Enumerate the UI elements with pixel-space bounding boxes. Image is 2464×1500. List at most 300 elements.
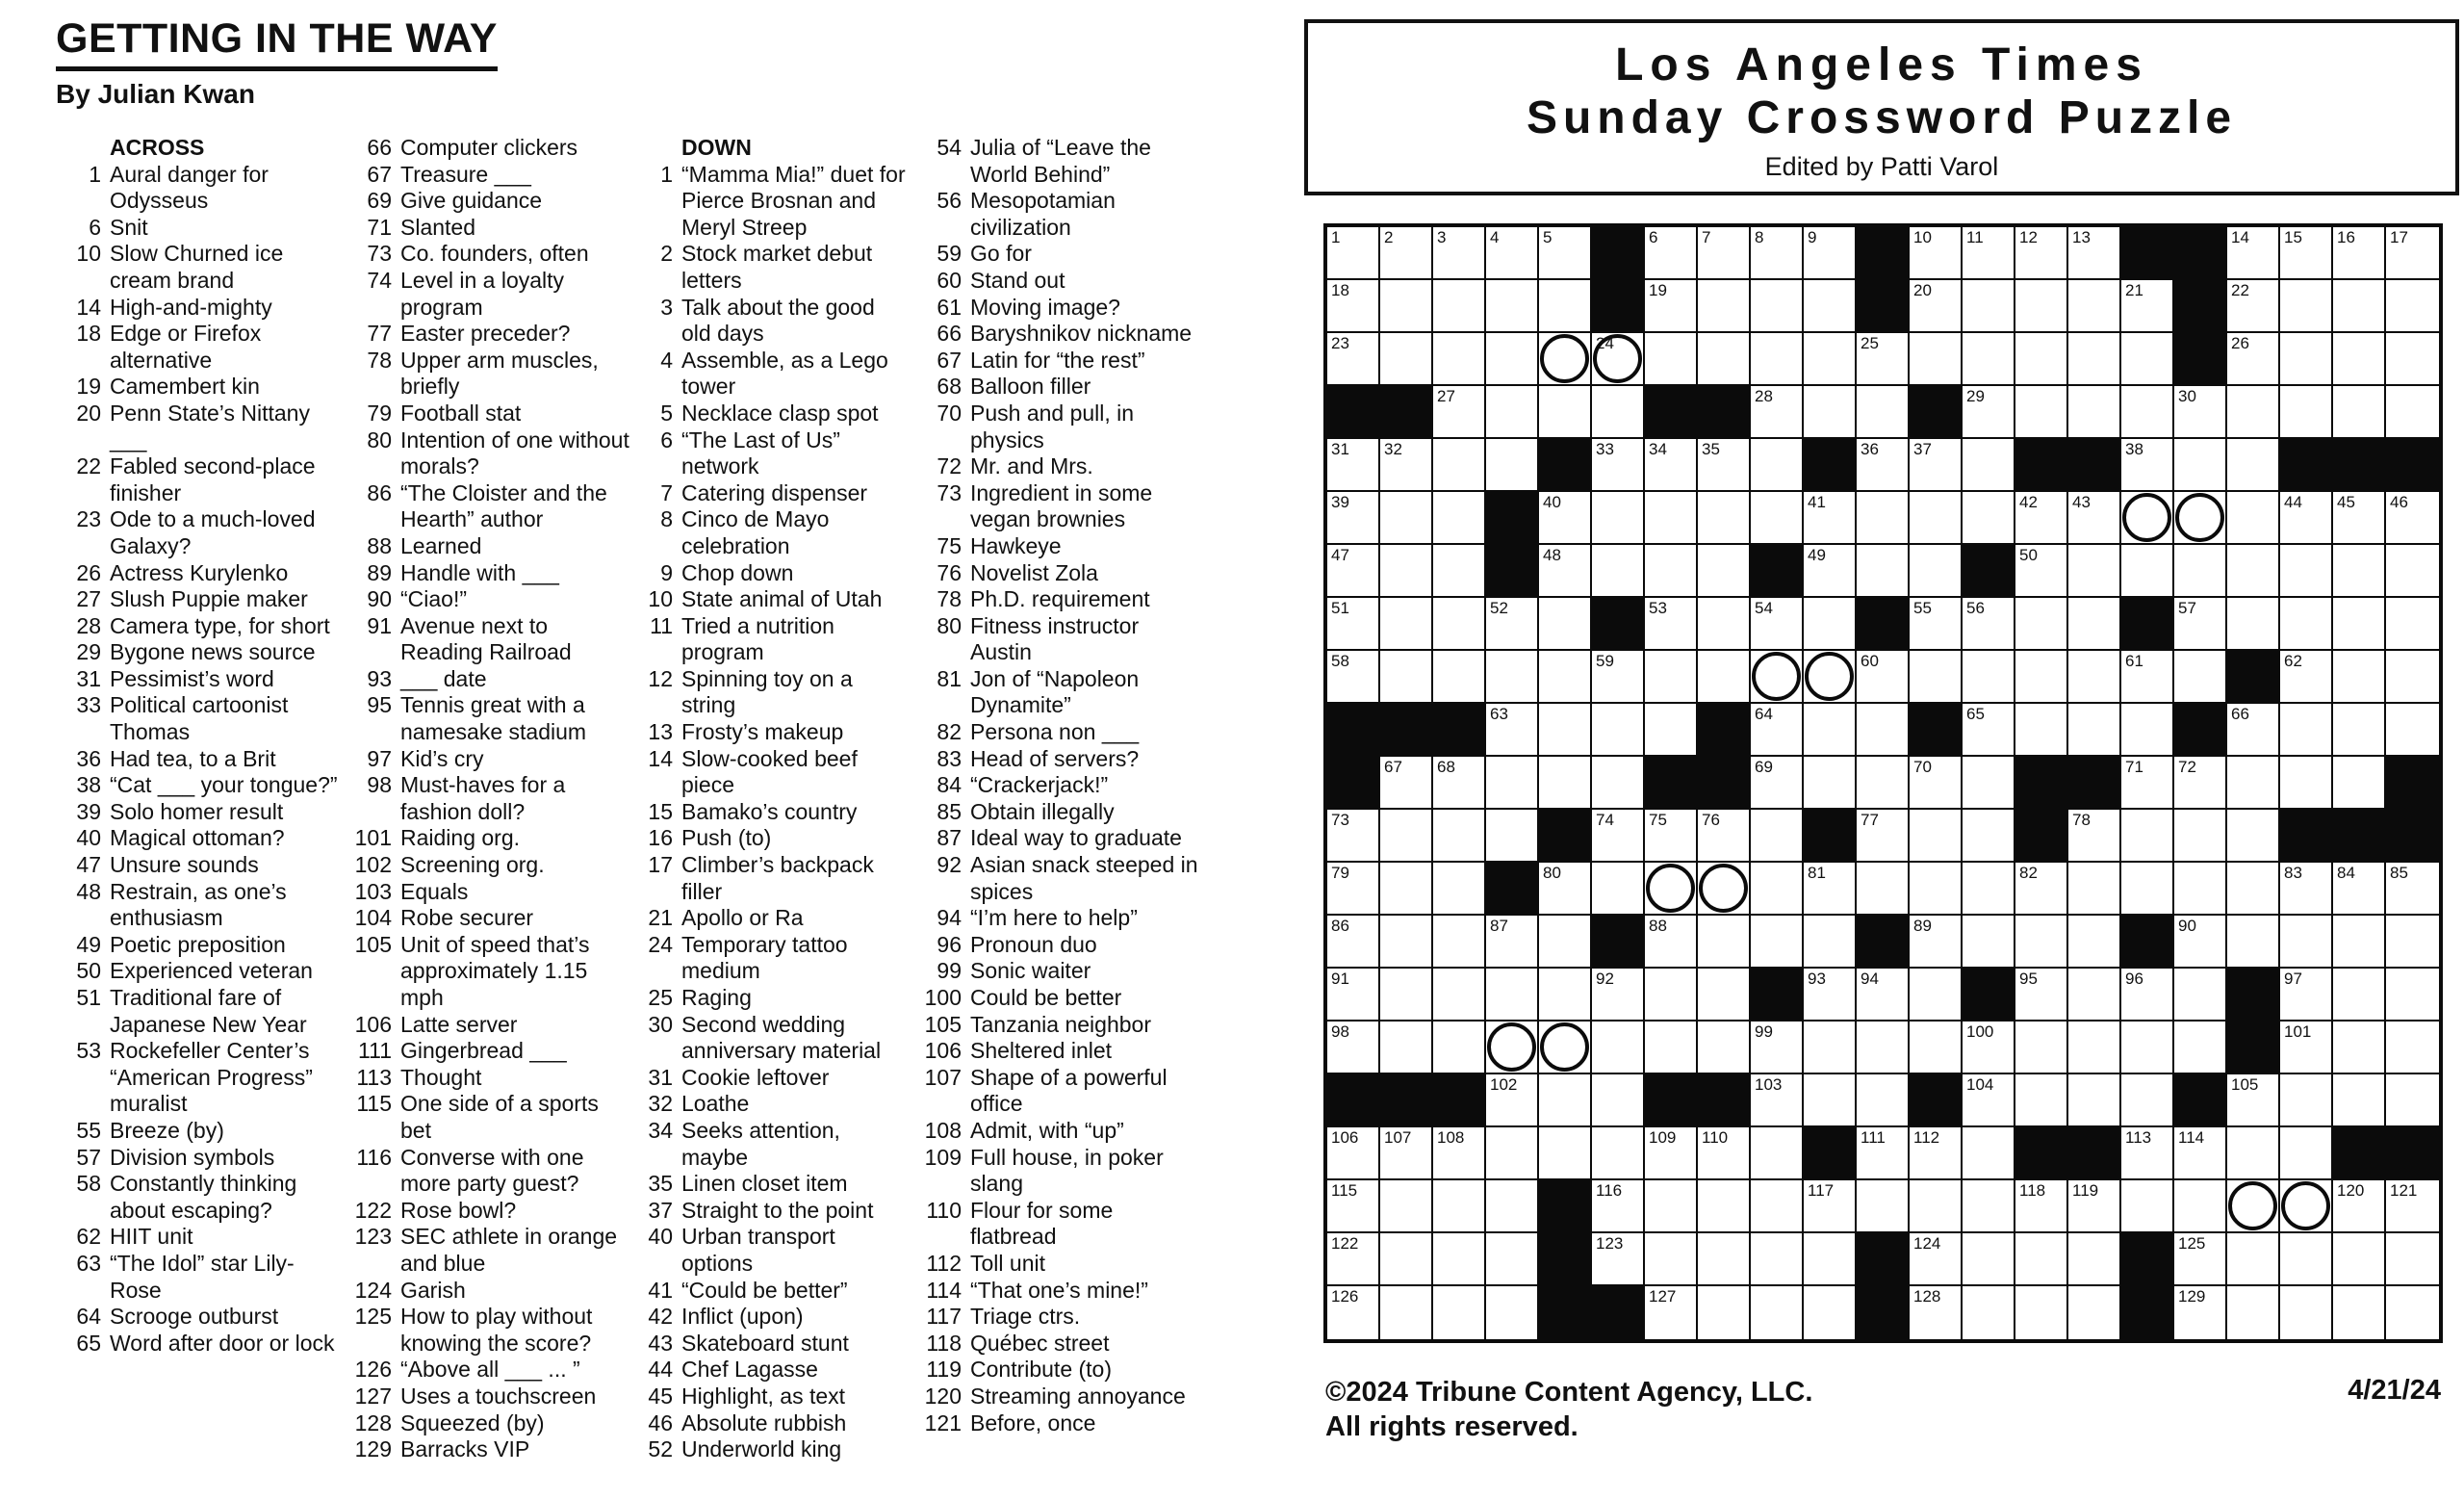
grid-cell[interactable] xyxy=(1380,810,1433,863)
grid-cell[interactable] xyxy=(1857,810,1910,863)
grid-cell[interactable] xyxy=(2386,386,2439,439)
grid-cell[interactable] xyxy=(1433,757,1486,810)
grid-cell[interactable] xyxy=(1433,863,1486,916)
grid-cell[interactable] xyxy=(2015,227,2068,280)
grid-cell[interactable] xyxy=(2015,545,2068,598)
grid-cell[interactable] xyxy=(1698,545,1751,598)
grid-cell[interactable] xyxy=(1910,1180,1963,1233)
grid-cell[interactable] xyxy=(2333,492,2386,545)
grid-cell[interactable] xyxy=(1963,439,2015,492)
grid-cell[interactable] xyxy=(1486,810,1539,863)
grid-cell[interactable] xyxy=(2174,1022,2227,1074)
grid-cell[interactable] xyxy=(2174,1233,2227,1286)
grid-cell[interactable] xyxy=(2280,545,2333,598)
grid-cell[interactable] xyxy=(1910,333,1963,386)
grid-cell[interactable] xyxy=(2333,1022,2386,1074)
grid-cell[interactable] xyxy=(2227,1127,2280,1180)
grid-cell[interactable] xyxy=(1645,651,1698,704)
grid-cell[interactable] xyxy=(2227,439,2280,492)
grid-cell[interactable] xyxy=(1433,1286,1486,1339)
grid-cell[interactable] xyxy=(1963,916,2015,969)
grid-cell[interactable] xyxy=(1380,1127,1433,1180)
grid-cell[interactable] xyxy=(2386,545,2439,598)
grid-cell[interactable] xyxy=(1751,598,1804,651)
grid-cell[interactable] xyxy=(1380,598,1433,651)
grid-cell[interactable] xyxy=(2280,969,2333,1022)
grid-cell[interactable] xyxy=(1592,1180,1645,1233)
grid-cell[interactable] xyxy=(1698,651,1751,704)
grid-cell[interactable] xyxy=(2068,863,2121,916)
grid-cell[interactable] xyxy=(1804,969,1857,1022)
grid-cell[interactable] xyxy=(2015,651,2068,704)
grid-cell[interactable] xyxy=(1486,757,1539,810)
grid-cell[interactable] xyxy=(1433,810,1486,863)
grid-cell[interactable] xyxy=(2015,386,2068,439)
grid-cell[interactable] xyxy=(1698,1180,1751,1233)
grid-cell[interactable] xyxy=(1804,704,1857,757)
grid-cell[interactable] xyxy=(1698,333,1751,386)
grid-cell[interactable] xyxy=(1486,1074,1539,1127)
grid-cell[interactable] xyxy=(1698,863,1751,916)
grid-cell[interactable] xyxy=(2068,1180,2121,1233)
grid-cell[interactable] xyxy=(1963,386,2015,439)
grid-cell[interactable] xyxy=(2015,280,2068,333)
grid-cell[interactable] xyxy=(1804,1286,1857,1339)
grid-cell[interactable] xyxy=(1698,1233,1751,1286)
grid-cell[interactable] xyxy=(2015,598,2068,651)
grid-cell[interactable] xyxy=(2227,598,2280,651)
grid-cell[interactable] xyxy=(1327,439,1380,492)
grid-cell[interactable] xyxy=(1486,386,1539,439)
grid-cell[interactable] xyxy=(2068,916,2121,969)
grid-cell[interactable] xyxy=(2174,1286,2227,1339)
grid-cell[interactable] xyxy=(2068,1022,2121,1074)
grid-cell[interactable] xyxy=(2121,386,2174,439)
grid-cell[interactable] xyxy=(2280,651,2333,704)
grid-cell[interactable] xyxy=(2280,1286,2333,1339)
grid-cell[interactable] xyxy=(1645,704,1698,757)
grid-cell[interactable] xyxy=(1433,1180,1486,1233)
grid-cell[interactable] xyxy=(1592,704,1645,757)
grid-cell[interactable] xyxy=(2174,439,2227,492)
grid-cell[interactable] xyxy=(1751,492,1804,545)
grid-cell[interactable] xyxy=(1698,439,1751,492)
grid-cell[interactable] xyxy=(1910,439,1963,492)
grid-cell[interactable] xyxy=(1539,916,1592,969)
grid-cell[interactable] xyxy=(1698,280,1751,333)
grid-cell[interactable] xyxy=(1486,1127,1539,1180)
grid-cell[interactable] xyxy=(1539,704,1592,757)
grid-cell[interactable] xyxy=(1857,1180,1910,1233)
grid-cell[interactable] xyxy=(1433,280,1486,333)
grid-cell[interactable] xyxy=(1910,1286,1963,1339)
grid-cell[interactable] xyxy=(2280,1022,2333,1074)
grid-cell[interactable] xyxy=(1433,969,1486,1022)
grid-cell[interactable] xyxy=(1327,545,1380,598)
grid-cell[interactable] xyxy=(1698,916,1751,969)
grid-cell[interactable] xyxy=(1751,1233,1804,1286)
grid-cell[interactable] xyxy=(1486,969,1539,1022)
grid-cell[interactable] xyxy=(1645,1286,1698,1339)
grid-cell[interactable] xyxy=(1910,492,1963,545)
grid-cell[interactable] xyxy=(1857,651,1910,704)
grid-cell[interactable] xyxy=(1963,227,2015,280)
grid-cell[interactable] xyxy=(2227,916,2280,969)
grid-cell[interactable] xyxy=(2280,1233,2333,1286)
grid-cell[interactable] xyxy=(1857,969,1910,1022)
grid-cell[interactable] xyxy=(1963,1286,2015,1339)
grid-cell[interactable] xyxy=(1804,545,1857,598)
grid-cell[interactable] xyxy=(1433,916,1486,969)
grid-cell[interactable] xyxy=(1751,863,1804,916)
grid-cell[interactable] xyxy=(1380,439,1433,492)
grid-cell[interactable] xyxy=(2068,969,2121,1022)
grid-cell[interactable] xyxy=(1486,333,1539,386)
grid-cell[interactable] xyxy=(1804,1074,1857,1127)
grid-cell[interactable] xyxy=(2068,810,2121,863)
grid-cell[interactable] xyxy=(1645,439,1698,492)
grid-cell[interactable] xyxy=(1751,704,1804,757)
grid-cell[interactable] xyxy=(1380,492,1433,545)
grid-cell[interactable] xyxy=(2121,1022,2174,1074)
grid-cell[interactable] xyxy=(2121,492,2174,545)
grid-cell[interactable] xyxy=(1380,227,1433,280)
grid-cell[interactable] xyxy=(1327,863,1380,916)
grid-cell[interactable] xyxy=(2015,492,2068,545)
grid-cell[interactable] xyxy=(2280,704,2333,757)
grid-cell[interactable] xyxy=(1804,651,1857,704)
grid-cell[interactable] xyxy=(2386,863,2439,916)
grid-cell[interactable] xyxy=(1539,863,1592,916)
grid-cell[interactable] xyxy=(2333,651,2386,704)
grid-cell[interactable] xyxy=(1963,651,2015,704)
grid-cell[interactable] xyxy=(1645,863,1698,916)
grid-cell[interactable] xyxy=(1804,916,1857,969)
grid-cell[interactable] xyxy=(1963,1127,2015,1180)
grid-cell[interactable] xyxy=(2333,545,2386,598)
grid-cell[interactable] xyxy=(2015,969,2068,1022)
grid-cell[interactable] xyxy=(1486,1022,1539,1074)
grid-cell[interactable] xyxy=(2333,386,2386,439)
grid-cell[interactable] xyxy=(1963,704,2015,757)
grid-cell[interactable] xyxy=(2121,863,2174,916)
grid-cell[interactable] xyxy=(1857,704,1910,757)
grid-cell[interactable] xyxy=(1804,227,1857,280)
grid-cell[interactable] xyxy=(2386,333,2439,386)
grid-cell[interactable] xyxy=(1751,810,1804,863)
grid-cell[interactable] xyxy=(2280,333,2333,386)
grid-cell[interactable] xyxy=(1539,1127,1592,1180)
grid-cell[interactable] xyxy=(1804,386,1857,439)
grid-cell[interactable] xyxy=(2068,492,2121,545)
grid-cell[interactable] xyxy=(1804,1180,1857,1233)
grid-cell[interactable] xyxy=(2015,333,2068,386)
grid-cell[interactable] xyxy=(1857,1127,1910,1180)
grid-cell[interactable] xyxy=(2280,280,2333,333)
grid-cell[interactable] xyxy=(1486,280,1539,333)
grid-cell[interactable] xyxy=(1963,333,2015,386)
grid-cell[interactable] xyxy=(1645,969,1698,1022)
grid-cell[interactable] xyxy=(1963,1022,2015,1074)
grid-cell[interactable] xyxy=(1539,280,1592,333)
grid-cell[interactable] xyxy=(1963,1180,2015,1233)
grid-cell[interactable] xyxy=(1592,545,1645,598)
grid-cell[interactable] xyxy=(1380,651,1433,704)
grid-cell[interactable] xyxy=(1486,439,1539,492)
grid-cell[interactable] xyxy=(2280,227,2333,280)
grid-cell[interactable] xyxy=(2333,757,2386,810)
grid-cell[interactable] xyxy=(1857,492,1910,545)
grid-cell[interactable] xyxy=(1380,757,1433,810)
grid-cell[interactable] xyxy=(1539,386,1592,439)
grid-cell[interactable] xyxy=(1698,227,1751,280)
grid-cell[interactable] xyxy=(1857,386,1910,439)
grid-cell[interactable] xyxy=(1433,333,1486,386)
grid-cell[interactable] xyxy=(2068,333,2121,386)
grid-cell[interactable] xyxy=(2121,810,2174,863)
grid-cell[interactable] xyxy=(1486,651,1539,704)
grid-cell[interactable] xyxy=(2015,1286,2068,1339)
grid-cell[interactable] xyxy=(1539,545,1592,598)
grid-cell[interactable] xyxy=(1486,1286,1539,1339)
grid-cell[interactable] xyxy=(1645,227,1698,280)
grid-cell[interactable] xyxy=(1433,651,1486,704)
grid-cell[interactable] xyxy=(1539,1022,1592,1074)
grid-cell[interactable] xyxy=(2386,280,2439,333)
grid-cell[interactable] xyxy=(1698,810,1751,863)
grid-cell[interactable] xyxy=(1698,1127,1751,1180)
grid-cell[interactable] xyxy=(1751,1180,1804,1233)
grid-cell[interactable] xyxy=(1963,757,2015,810)
grid-cell[interactable] xyxy=(2227,492,2280,545)
grid-cell[interactable] xyxy=(2333,1074,2386,1127)
grid-cell[interactable] xyxy=(2227,757,2280,810)
grid-cell[interactable] xyxy=(1539,651,1592,704)
grid-cell[interactable] xyxy=(1486,1180,1539,1233)
grid-cell[interactable] xyxy=(1645,1022,1698,1074)
grid-cell[interactable] xyxy=(2068,227,2121,280)
grid-cell[interactable] xyxy=(1592,969,1645,1022)
grid-cell[interactable] xyxy=(2280,1127,2333,1180)
grid-cell[interactable] xyxy=(1380,545,1433,598)
grid-cell[interactable] xyxy=(2333,704,2386,757)
grid-cell[interactable] xyxy=(2015,1233,2068,1286)
grid-cell[interactable] xyxy=(1486,598,1539,651)
grid-cell[interactable] xyxy=(2333,863,2386,916)
grid-cell[interactable] xyxy=(2068,704,2121,757)
grid-cell[interactable] xyxy=(1380,1022,1433,1074)
grid-cell[interactable] xyxy=(2333,969,2386,1022)
grid-cell[interactable] xyxy=(1539,598,1592,651)
grid-cell[interactable] xyxy=(1910,651,1963,704)
grid-cell[interactable] xyxy=(1910,969,1963,1022)
grid-cell[interactable] xyxy=(2174,810,2227,863)
grid-cell[interactable] xyxy=(2333,227,2386,280)
grid-cell[interactable] xyxy=(1433,227,1486,280)
grid-cell[interactable] xyxy=(1857,333,1910,386)
grid-cell[interactable] xyxy=(1751,386,1804,439)
grid-cell[interactable] xyxy=(2280,492,2333,545)
grid-cell[interactable] xyxy=(1327,1022,1380,1074)
grid-cell[interactable] xyxy=(1645,1180,1698,1233)
grid-cell[interactable] xyxy=(2121,757,2174,810)
grid-cell[interactable] xyxy=(1592,1233,1645,1286)
grid-cell[interactable] xyxy=(1592,1127,1645,1180)
grid-cell[interactable] xyxy=(1963,810,2015,863)
grid-cell[interactable] xyxy=(2174,916,2227,969)
grid-cell[interactable] xyxy=(1327,227,1380,280)
grid-cell[interactable] xyxy=(1804,757,1857,810)
grid-cell[interactable] xyxy=(1327,1233,1380,1286)
grid-cell[interactable] xyxy=(2015,863,2068,916)
grid-cell[interactable] xyxy=(1433,439,1486,492)
grid-cell[interactable] xyxy=(1857,1022,1910,1074)
grid-cell[interactable] xyxy=(1857,757,1910,810)
grid-cell[interactable] xyxy=(1804,1233,1857,1286)
grid-cell[interactable] xyxy=(1645,545,1698,598)
grid-cell[interactable] xyxy=(1910,1127,1963,1180)
grid-cell[interactable] xyxy=(2227,227,2280,280)
grid-cell[interactable] xyxy=(1539,1074,1592,1127)
grid-cell[interactable] xyxy=(2174,969,2227,1022)
grid-cell[interactable] xyxy=(2174,863,2227,916)
grid-cell[interactable] xyxy=(2227,545,2280,598)
grid-cell[interactable] xyxy=(2121,333,2174,386)
grid-cell[interactable] xyxy=(1910,757,1963,810)
grid-cell[interactable] xyxy=(2068,386,2121,439)
grid-cell[interactable] xyxy=(1433,545,1486,598)
grid-cell[interactable] xyxy=(1592,1022,1645,1074)
grid-cell[interactable] xyxy=(1539,757,1592,810)
grid-cell[interactable] xyxy=(1592,863,1645,916)
grid-cell[interactable] xyxy=(1592,386,1645,439)
grid-cell[interactable] xyxy=(1645,810,1698,863)
grid-cell[interactable] xyxy=(2121,969,2174,1022)
grid-cell[interactable] xyxy=(2386,1233,2439,1286)
grid-cell[interactable] xyxy=(2333,1286,2386,1339)
grid-cell[interactable] xyxy=(2386,969,2439,1022)
grid-cell[interactable] xyxy=(2068,1286,2121,1339)
grid-cell[interactable] xyxy=(2121,439,2174,492)
grid-cell[interactable] xyxy=(1751,1286,1804,1339)
grid-cell[interactable] xyxy=(1380,1286,1433,1339)
grid-cell[interactable] xyxy=(1751,1022,1804,1074)
grid-cell[interactable] xyxy=(1380,969,1433,1022)
grid-cell[interactable] xyxy=(1645,280,1698,333)
grid-cell[interactable] xyxy=(2068,280,2121,333)
grid-cell[interactable] xyxy=(2386,651,2439,704)
grid-cell[interactable] xyxy=(1910,1233,1963,1286)
grid-cell[interactable] xyxy=(1327,1127,1380,1180)
grid-cell[interactable] xyxy=(1910,545,1963,598)
grid-cell[interactable] xyxy=(2280,863,2333,916)
grid-cell[interactable] xyxy=(1433,492,1486,545)
grid-cell[interactable] xyxy=(2386,1022,2439,1074)
grid-cell[interactable] xyxy=(1910,916,1963,969)
grid-cell[interactable] xyxy=(1327,598,1380,651)
grid-cell[interactable] xyxy=(1380,1233,1433,1286)
grid-cell[interactable] xyxy=(1486,916,1539,969)
grid-cell[interactable] xyxy=(1380,916,1433,969)
grid-cell[interactable] xyxy=(1486,227,1539,280)
grid-cell[interactable] xyxy=(1751,651,1804,704)
grid-cell[interactable] xyxy=(1963,863,2015,916)
grid-cell[interactable] xyxy=(1380,1180,1433,1233)
grid-cell[interactable] xyxy=(1539,492,1592,545)
grid-cell[interactable] xyxy=(1592,333,1645,386)
grid-cell[interactable] xyxy=(1645,598,1698,651)
grid-cell[interactable] xyxy=(1327,1180,1380,1233)
grid-cell[interactable] xyxy=(1698,492,1751,545)
grid-cell[interactable] xyxy=(1327,969,1380,1022)
grid-cell[interactable] xyxy=(2227,1074,2280,1127)
grid-cell[interactable] xyxy=(1963,492,2015,545)
grid-cell[interactable] xyxy=(1751,1127,1804,1180)
grid-cell[interactable] xyxy=(1380,333,1433,386)
grid-cell[interactable] xyxy=(2121,651,2174,704)
grid-cell[interactable] xyxy=(2227,280,2280,333)
grid-cell[interactable] xyxy=(1592,492,1645,545)
grid-cell[interactable] xyxy=(2227,1180,2280,1233)
grid-cell[interactable] xyxy=(2386,916,2439,969)
grid-cell[interactable] xyxy=(1645,1127,1698,1180)
grid-cell[interactable] xyxy=(2174,757,2227,810)
grid-cell[interactable] xyxy=(2174,1180,2227,1233)
grid-cell[interactable] xyxy=(1380,863,1433,916)
grid-cell[interactable] xyxy=(1645,333,1698,386)
grid-cell[interactable] xyxy=(2121,1127,2174,1180)
grid-cell[interactable] xyxy=(2386,1180,2439,1233)
grid-cell[interactable] xyxy=(2386,704,2439,757)
grid-cell[interactable] xyxy=(1327,1286,1380,1339)
grid-cell[interactable] xyxy=(1433,1127,1486,1180)
grid-cell[interactable] xyxy=(1963,1233,2015,1286)
grid-cell[interactable] xyxy=(1592,439,1645,492)
grid-cell[interactable] xyxy=(2015,1180,2068,1233)
grid-cell[interactable] xyxy=(2068,651,2121,704)
grid-cell[interactable] xyxy=(1804,492,1857,545)
grid-cell[interactable] xyxy=(1751,757,1804,810)
grid-cell[interactable] xyxy=(2280,916,2333,969)
grid-cell[interactable] xyxy=(2386,227,2439,280)
grid-cell[interactable] xyxy=(1698,969,1751,1022)
grid-cell[interactable] xyxy=(2121,1180,2174,1233)
grid-cell[interactable] xyxy=(2333,598,2386,651)
grid-cell[interactable] xyxy=(1804,333,1857,386)
grid-cell[interactable] xyxy=(1804,1022,1857,1074)
grid-cell[interactable] xyxy=(2280,386,2333,439)
grid-cell[interactable] xyxy=(2280,598,2333,651)
grid-cell[interactable] xyxy=(1751,439,1804,492)
grid-cell[interactable] xyxy=(1539,333,1592,386)
grid-cell[interactable] xyxy=(1433,1022,1486,1074)
grid-cell[interactable] xyxy=(2174,492,2227,545)
grid-cell[interactable] xyxy=(1698,1286,1751,1339)
grid-cell[interactable] xyxy=(1327,333,1380,386)
grid-cell[interactable] xyxy=(2174,386,2227,439)
grid-cell[interactable] xyxy=(1486,704,1539,757)
grid-cell[interactable] xyxy=(1857,863,1910,916)
grid-cell[interactable] xyxy=(1645,492,1698,545)
grid-cell[interactable] xyxy=(1380,280,1433,333)
grid-cell[interactable] xyxy=(1910,280,1963,333)
grid-cell[interactable] xyxy=(2333,1180,2386,1233)
grid-cell[interactable] xyxy=(1910,810,1963,863)
grid-cell[interactable] xyxy=(1433,598,1486,651)
grid-cell[interactable] xyxy=(1804,280,1857,333)
grid-cell[interactable] xyxy=(1327,651,1380,704)
grid-cell[interactable] xyxy=(1539,969,1592,1022)
